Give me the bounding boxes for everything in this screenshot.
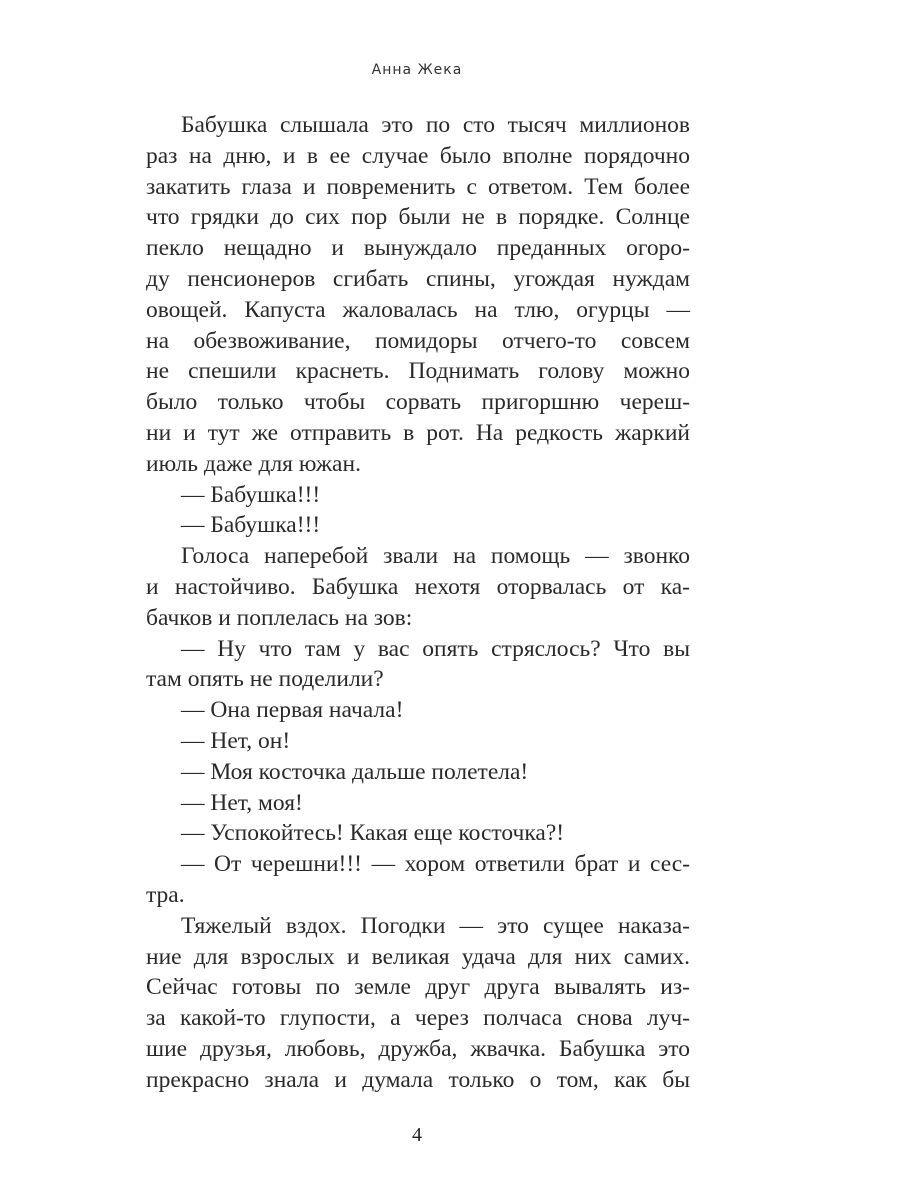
text-line: июль даже для южан. bbox=[146, 450, 361, 477]
running-header-author: Анна Жека bbox=[371, 62, 463, 78]
text-line: на обезвоживание, помидоры отчего-то совсем bbox=[146, 327, 690, 354]
text-line: было только чтобы сорвать пригоршню череш- bbox=[146, 389, 690, 416]
text-line: ни и тут же отправить в рот. На редкость жаркий bbox=[146, 419, 690, 446]
dialogue-line: — Нет, моя! bbox=[181, 789, 303, 816]
text-line: Сейчас готовы по земле друг друга вывалять из- bbox=[146, 974, 690, 1001]
text-line: Бабушка слышала это по сто тысяч миллионов bbox=[181, 112, 690, 138]
dialogue-line: — Моя косточка дальше полетела! bbox=[181, 758, 529, 785]
text-line: прекрасно знала и думала только о том, как бы bbox=[146, 1066, 690, 1093]
text-line: что грядки до сих пор были не в порядке. Солнце bbox=[146, 204, 690, 231]
text-line: за какой-то глупости, а через полчаса снова луч- bbox=[146, 1005, 690, 1032]
text-line: ние для взрослых и великая удача для них самих. bbox=[146, 943, 690, 970]
dialogue-line: — Бабушка!!! bbox=[181, 481, 321, 508]
text-line: Голоса наперебой звали на помощь — звонко bbox=[181, 543, 690, 570]
dialogue-line: там опять не поделили? bbox=[146, 666, 384, 693]
text-line: овощей. Капуста жаловалась на тлю, огурцы — bbox=[146, 296, 690, 323]
dialogue-line: — Бабушка!!! bbox=[181, 512, 321, 539]
dialogue-line: тра. bbox=[146, 881, 185, 908]
dialogue-line: — Ну что там у вас опять стряслось? Что вы bbox=[181, 635, 690, 662]
text-line: Тяжелый вздох. Погодки — это сущее наказа- bbox=[181, 912, 690, 939]
dialogue-line: — Нет, он! bbox=[181, 727, 291, 754]
text-line: пекло нещадно и вынуждало преданных огоро- bbox=[146, 235, 690, 262]
text-line: бачков и поплелась на зов: bbox=[146, 604, 413, 631]
text-line: шие друзья, любовь, дружба, жвачка. Бабушка это bbox=[146, 1035, 690, 1062]
text-line: ду пенсионеров сгибать спины, угождая нуждам bbox=[146, 265, 690, 292]
text-line: не спешили краснеть. Поднимать голову можно bbox=[146, 358, 690, 385]
dialogue-line: — Она первая начала! bbox=[181, 697, 404, 724]
dialogue-line: — Успокойтесь! Какая еще косточка?! bbox=[181, 820, 565, 847]
text-line: раз на дню, и в ее случае было вполне порядочно bbox=[146, 142, 690, 169]
page-number: 4 bbox=[412, 1124, 422, 1146]
text-line: закатить глаза и повременить с ответом. Тем более bbox=[146, 173, 690, 200]
text-line: и настойчиво. Бабушка нехотя оторвалась от ка- bbox=[146, 573, 690, 600]
dialogue-line: — От черешни!!! — хором ответили брат и сес- bbox=[181, 851, 690, 878]
body-text bbox=[146, 110, 690, 1096]
